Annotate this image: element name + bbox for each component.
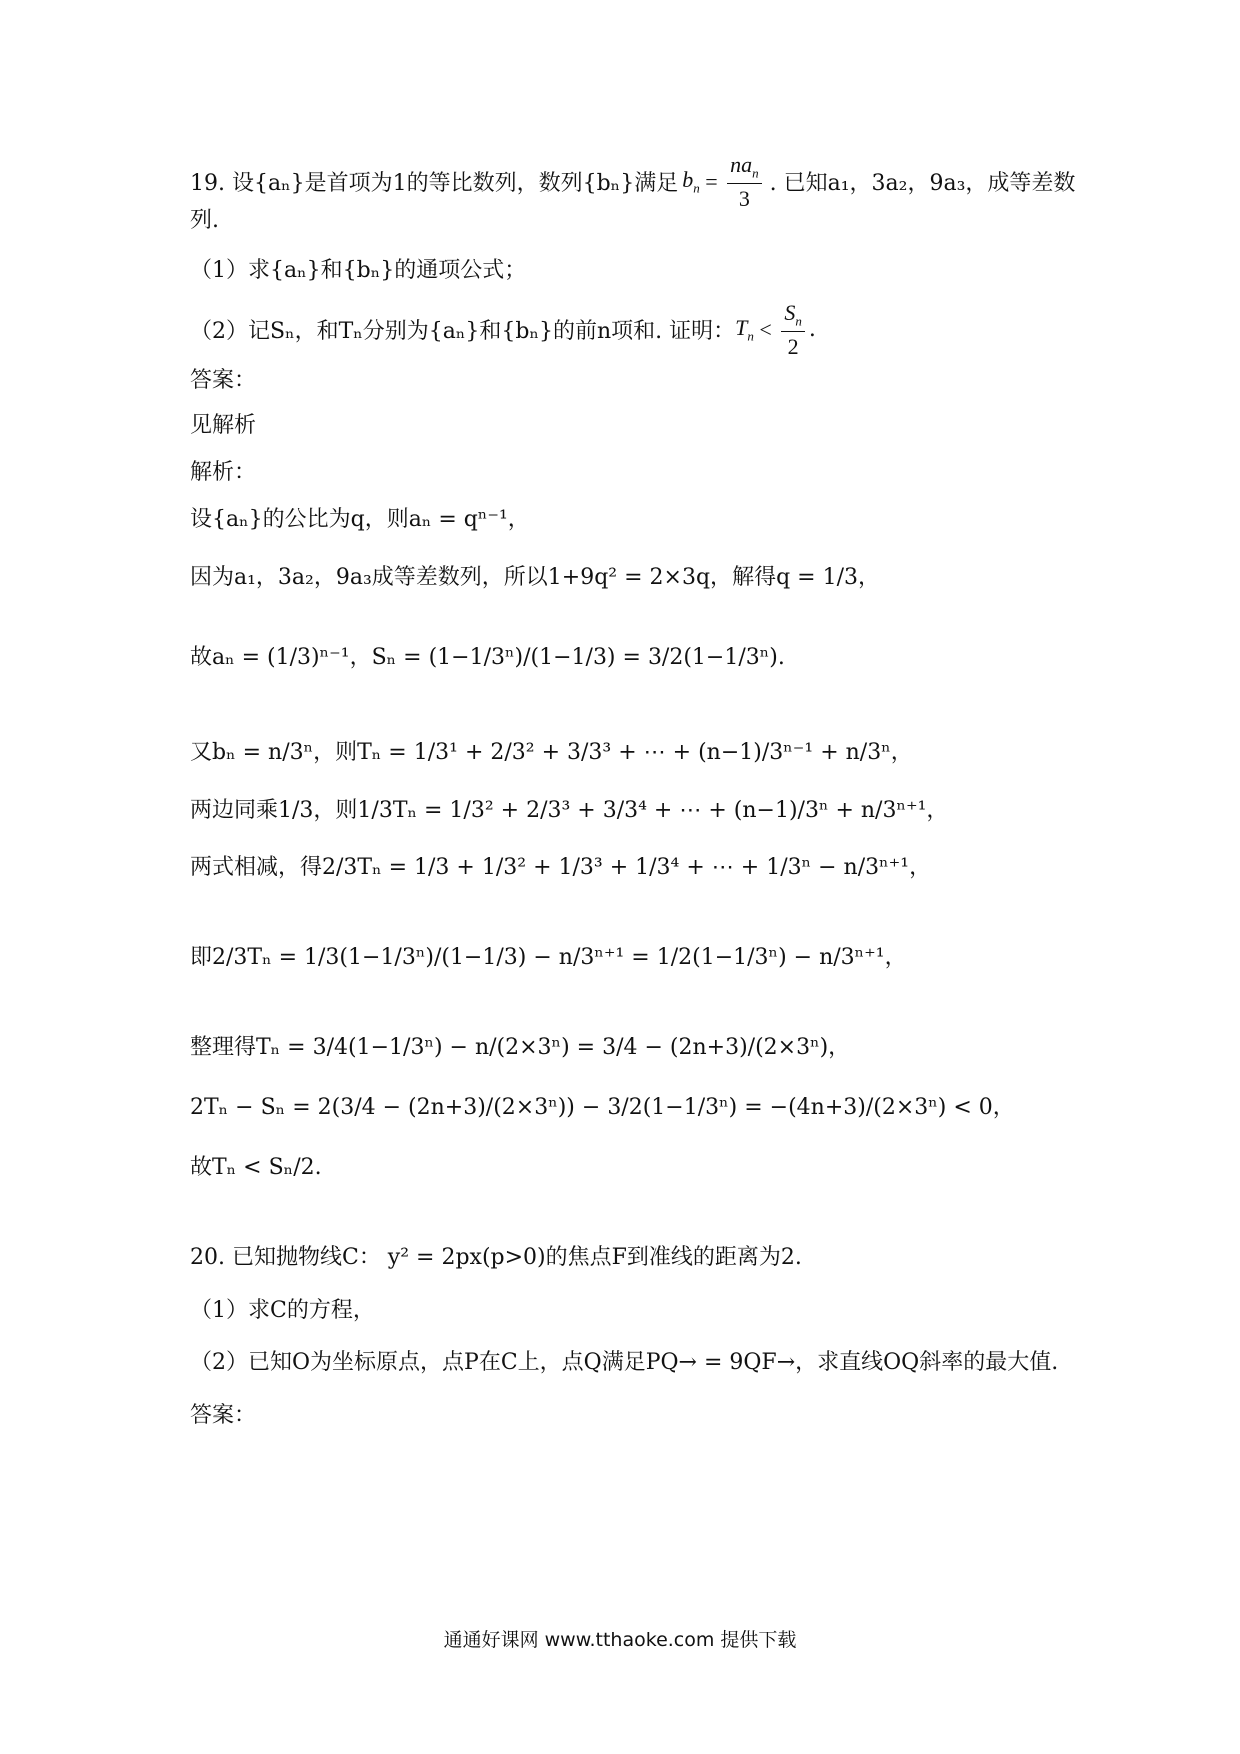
step-5: 两边同乘1/3，则1/3Tₙ = 1/3² + 2/3³ + 3/3⁴ + ⋯ + (n−1)/3ⁿ + n/3ⁿ⁺¹， [190,798,949,823]
step-3: 故aₙ = (1/3)ⁿ⁻¹，Sₙ = (1−1/3ⁿ)/(1−1/3) = 3/2(1−1/3ⁿ). [190,645,785,670]
q19-part2-text: （2）记Sₙ，和Tₙ分别为{aₙ}和{bₙ}的前n项和. 证明： [190,319,736,345]
step-1: 设{aₙ}的公比为q，则aₙ = qⁿ⁻¹， [190,507,530,532]
q19-part2 [190,300,816,360]
step-2: 因为a₁，3a₂，9a₃成等差数列，所以1+9q² = 2×3q，解得q = 1/3， [190,565,880,590]
analysis-label: 解析： [190,460,257,485]
step-7: 即2/3Tₙ = 1/3(1−1/3ⁿ)/(1−1/3) − n/3ⁿ⁺¹ = 1/2(1−1/3ⁿ) − n/3ⁿ⁺¹， [190,945,907,970]
q19-stem-prefix: 19. 设{aₙ}是首项为1的等比数列，数列{bₙ}满足 [190,171,679,197]
answer-label: 答案： [190,368,257,393]
q19-stem-line2: 列. [190,208,219,233]
q19-part1: （1）求{aₙ}和{bₙ}的通项公式； [190,258,527,283]
q20-part1: （1）求C的方程， [190,1298,375,1323]
page-footer: 通通好课网 www.tthaoke.com 提供下载 [443,1629,797,1651]
q19-stem-suffix: . 已知a₁，3a₂，9a₃，成等差数 [769,171,1076,197]
q19-part2-formula: $T_n$ < $\frac{S_n}{2}$ . [735,300,816,360]
answer-text: 见解析 [190,413,257,438]
step-10: 故Tₙ < Sₙ/2. [190,1155,322,1180]
q20-stem: 20. 已知抛物线C： y² = 2px(p>0)的焦点F到准线的距离为2. [190,1245,802,1270]
q19-stem-formula: $b_n$ = $\frac{na_n}{3}$ [682,152,765,212]
step-6: 两式相减，得2/3Tₙ = 1/3 + 1/3² + 1/3³ + 1/3⁴ + ⋯ + 1/3ⁿ − n/3ⁿ⁺¹， [190,855,932,880]
step-8: 整理得Tₙ = 3/4(1−1/3ⁿ) − n/(2×3ⁿ) = 3/4 − (2n+3)/(2×3ⁿ)， [190,1035,851,1060]
q19-stem [190,152,1075,212]
step-4: 又bₙ = n/3ⁿ，则Tₙ = 1/3¹ + 2/3² + 3/3³ + ⋯ + (n−1)/3ⁿ⁻¹ + n/3ⁿ， [190,740,913,765]
q20-answer-label: 答案： [190,1403,257,1428]
q20-part2: （2）已知O为坐标原点，点P在C上，点Q满足PQ→ = 9QF→，求直线OQ斜率的最大值. [190,1350,1059,1375]
step-9: 2Tₙ − Sₙ = 2(3/4 − (2n+3)/(2×3ⁿ)) − 3/2(1−1/3ⁿ) = −(4n+3)/(2×3ⁿ) < 0， [190,1095,1015,1120]
